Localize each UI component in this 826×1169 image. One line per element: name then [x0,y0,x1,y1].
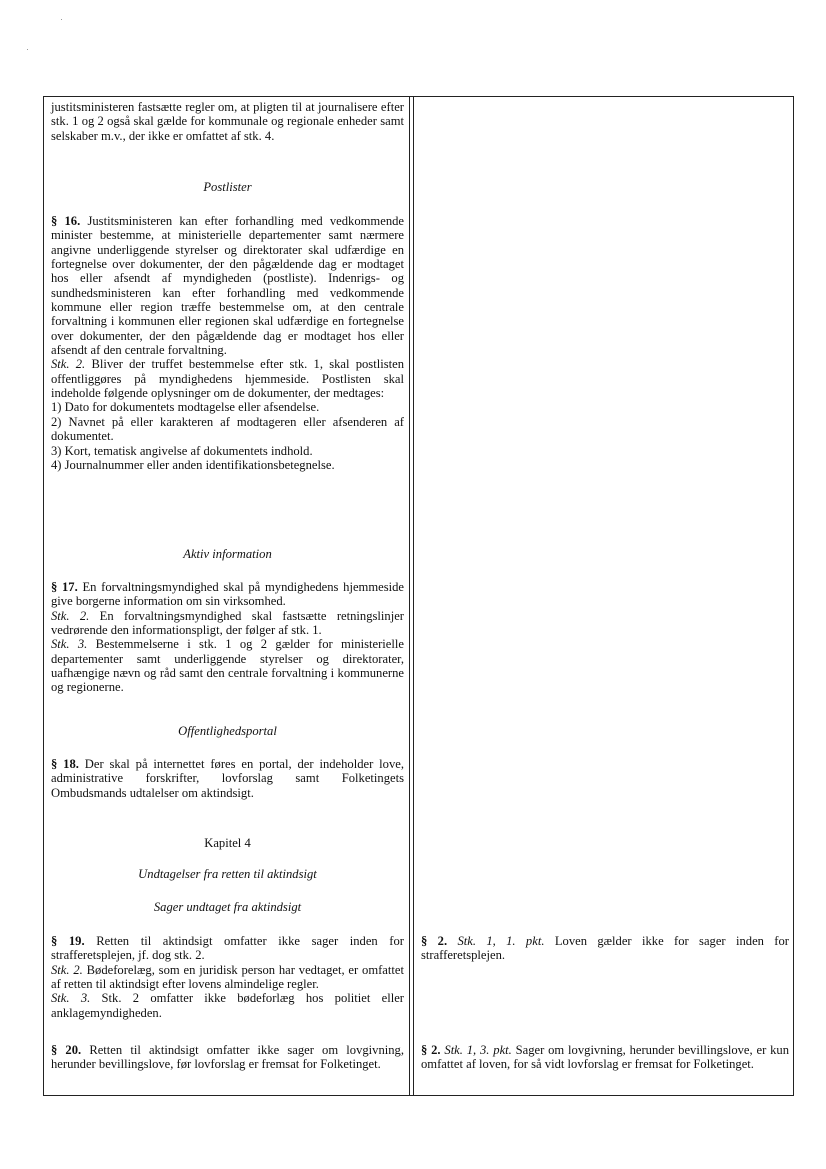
section-19 [51,934,404,1020]
scan-speck [61,19,62,20]
section-number: § 2. [421,1043,441,1057]
column-divider [409,97,410,1095]
section-18 [51,757,404,800]
intro-paragraph: justitsministeren fastsætte regler om, at pligten til at journalisere efter stk. 1 og 2 også skal gælde for kommunale og regionale enheder samt selskaber m.v., der ikke er omfattet af stk. 4. [51,100,404,143]
heading-offentlighedsportal: Offentlighedsportal [178,724,277,738]
list-item: 2) Navnet på eller karakteren af modtageren eller afsenderen af dokumentet. [51,414,404,444]
right-ref-20 [421,1043,789,1072]
stk-reference: Stk. 1, 3. pkt. [444,1043,512,1057]
section-17 [51,580,404,695]
section-number: § 17. [51,580,78,594]
column-divider [413,97,414,1095]
heading-postlister: Postlister [203,180,252,194]
section-text: Der skal på internettet føres en portal, der indeholder love, administrative forskrifter, lovforslag samt Folketingets Ombudsmands udtalelser om aktindsigt. [51,757,405,800]
heading-undtagelser: Undtagelser fra retten til aktindsigt [138,867,317,881]
section-16 [51,214,404,472]
stk-reference: Stk. 1, 1. pkt. [457,934,545,948]
section-20 [51,1043,404,1072]
comparison-table [43,96,794,1096]
section-number: § 20. [51,1043,82,1057]
section-text: Loven gælder ikke for sager inden for strafferetsplejen. [421,934,789,963]
scan-speck [27,49,28,50]
heading-aktiv-information: Aktiv information [183,547,272,561]
section-number: § 2. [421,934,448,948]
stk-label: Stk. 2. [51,962,83,977]
stk-text: Stk. 2 omfatter ikke bødeforlæg hos politiet eller anklagemyndigheden. [51,991,404,1020]
section-text: Justitsministeren kan efter forhandling med vedkommende minister bestemme, at ministerielle departementer samt nærmere angivne underliggende styrelser og direktorater skal udfærdige en fortegnelse over dokumenter, der den pågældende dag er modtaget hos eller afsendt af myndigheden (postliste). Indenrigs- og sundhedsministeren kan efter forhandling med vedkommende kommune eller region træffe bestemmelse om, at den centrale forvaltning i kommunen eller regionen skal udfærdige en fortegnelse over dokumenter, der den pågældende dag er modtaget hos eller afsendt af den centrale forvaltning. [51,214,404,358]
section-number: § 19. [51,934,85,948]
stk-text: Bødeforelæg, som en juridisk person har vedtaget, er omfattet af retten til aktindsigt efter lovens almindelige regler. [51,962,404,992]
right-ref-19 [421,934,789,963]
stk-text: En forvaltningsmyndighed skal fastsætte retningslinjer vedrørende den informationspligt, der følger af stk. 1. [51,608,404,638]
list-item: 1) Dato for dokumentets modtagelse eller afsendelse. [51,400,320,415]
stk-text: Bestemmelserne i stk. 1 og 2 gælder for ministerielle departementer samt underliggende styrelser og direktorater, uafhængige nævn og råd samt den centrale forvaltning i kommunerne og regionerne. [51,637,404,695]
stk-label: Stk. 3. [51,637,88,652]
section-number: § 16. [51,214,81,228]
list-item: 4) Journalnummer eller anden identifikationsbetegnelse. [51,457,335,472]
section-text: Retten til aktindsigt omfatter ikke sager inden for strafferetsplejen, jf. dog stk. 2. [51,934,404,963]
chapter-title: Kapitel 4 [204,836,251,850]
section-text: Sager om lovgivning, herunder bevillingslove, er kun omfattet af loven, for så vidt lovforslag er fremsat for Folketinget. [421,1043,789,1072]
section-text: En forvaltningsmyndighed skal på myndighedens hjemmeside give borgerne information om sin virksomhed. [51,580,404,609]
section-number: § 18. [51,757,79,771]
stk-text: Bliver der truffet bestemmelse efter stk. 1, skal postlisten offentliggøres på myndighedens hjemmeside. Postlisten skal indeholde følgende oplysninger om de dokumenter, der medtages: [51,357,404,401]
stk-label: Stk. 3. [51,991,91,1006]
list-item: 3) Kort, tematisk angivelse af dokumentets indhold. [51,443,313,458]
stk-label: Stk. 2. [51,357,86,372]
heading-sager-undtaget: Sager undtaget fra aktindsigt [153,900,302,914]
section-text: Retten til aktindsigt omfatter ikke sager om lovgivning, herunder bevillingslove, før lovforslag er fremsat for Folketinget. [51,1043,405,1072]
stk-label: Stk. 2. [51,608,90,623]
